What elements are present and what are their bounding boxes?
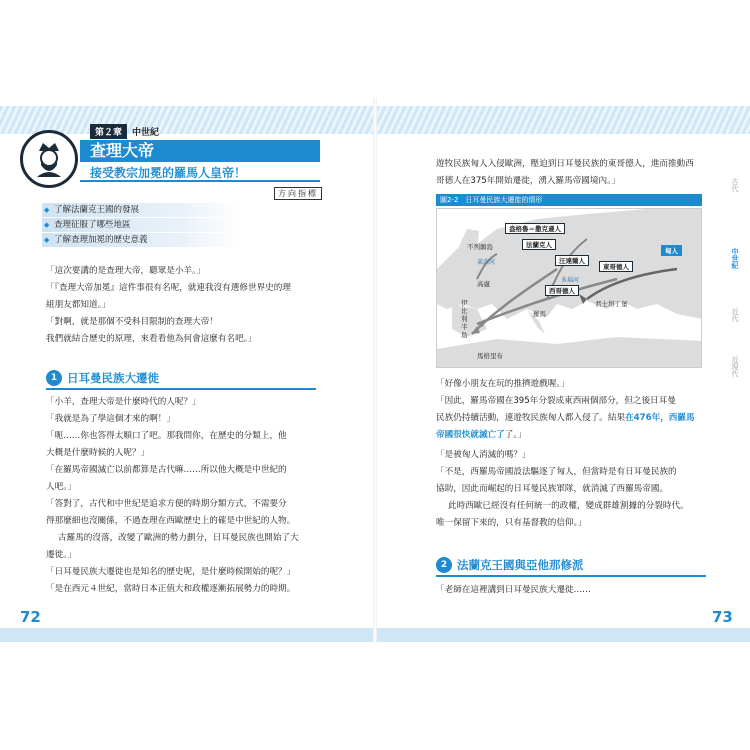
guide-item: ◆ 了解法蘭克王國的發展 bbox=[42, 203, 242, 217]
body-line: 「好像小朋友在玩的推擠遊戲喔。」 bbox=[436, 379, 570, 389]
body-line: 此時西歐已經沒有任何統一的政權，變成群雄割據的分裂時代。 bbox=[448, 501, 689, 511]
body-line: 「呃……你也答得太順口了吧。那我問你，在歷史的分類上，他 bbox=[46, 431, 287, 441]
guide-item: ◆ 查理征服了哪些地區 bbox=[42, 218, 242, 232]
body-line bbox=[436, 429, 526, 442]
page-subtitle: 接受教宗加冕的羅馬人皇帝！ bbox=[80, 164, 320, 182]
body-line: 遊牧民族匈人入侵歐洲，壓迫到日耳曼民族的東哥德人，進而推動西 bbox=[436, 159, 694, 169]
body-line: 哥德人在375年開始遷徙，湧入羅馬帝國境內。」 bbox=[436, 176, 620, 186]
intro-line: 「這次要講的是查理大帝，聽眾是小羊。」 bbox=[46, 266, 205, 276]
book-spine bbox=[373, 98, 377, 643]
body-line: 「答對了，古代和中世紀是追求方便的時期分類方式，不需要分 bbox=[46, 499, 287, 509]
map-label-constantinople: 君士坦丁堡 bbox=[595, 300, 628, 308]
body-line: 「因此，羅馬帝國在395年分裂成東西兩個部分，但之後日耳曼 bbox=[436, 396, 676, 406]
map-box-visigoths: 西哥德人 bbox=[545, 285, 579, 296]
map-box-anglo-saxons: 盎格魯＝撒克遜人 bbox=[505, 223, 565, 234]
intro-line: 我們就結合歷史的原理，來看看他為何會這麼有名吧。」 bbox=[46, 334, 257, 344]
map-box-ostrogoths: 東哥德人 bbox=[599, 261, 633, 272]
page-number-right: 73 bbox=[712, 608, 733, 626]
body-text: 了。」 bbox=[504, 430, 527, 440]
body-line: 古羅馬的沒落，改變了歐洲的勢力劃分，日耳曼民族也開始了大 bbox=[58, 533, 299, 543]
body-line: 「小羊，查理大帝是什麼時代的人呢？」 bbox=[46, 397, 201, 407]
body-line: 「日耳曼民族大遷徙也是知名的歷史呢，是什麼時候開始的呢？」 bbox=[46, 567, 296, 577]
body-line: 唯一保留下來的，只有基督教的信仰。」 bbox=[436, 518, 587, 528]
body-line: 「老師在這裡講到日耳曼民族大遷徙…… bbox=[436, 585, 591, 595]
bottom-stripe-right bbox=[377, 628, 750, 642]
section-title: 法蘭克王國與亞他那修派 bbox=[457, 558, 584, 572]
section-divider bbox=[46, 388, 316, 390]
body-line: 協助，因此而崛起的日耳曼民族軍隊，就消滅了西羅馬帝國。 bbox=[436, 484, 669, 494]
section-divider bbox=[436, 575, 706, 577]
section-number-badge: 1 bbox=[46, 370, 62, 386]
side-tab-modern: 近現代 bbox=[731, 356, 739, 377]
body-line: 「我就是為了學這個才來的啊！」 bbox=[46, 414, 175, 424]
map-box-huns: 匈人 bbox=[661, 245, 682, 256]
map-label-britain: 不列顛島 bbox=[467, 243, 493, 251]
side-tab-early-modern: 近代 bbox=[731, 308, 739, 322]
body-line: 「不是，西羅馬帝國設法驅逐了匈人，但當時是有日耳曼民族的 bbox=[436, 467, 677, 477]
body-line: 「是被匈人消滅的嗎？」 bbox=[436, 450, 531, 460]
book-spread bbox=[0, 98, 750, 643]
top-stripe-right bbox=[377, 106, 750, 134]
section-heading-2 bbox=[436, 556, 584, 574]
page-title: 查理大帝 bbox=[80, 140, 320, 162]
highlight-text: 帝國很快就滅亡了 bbox=[436, 430, 505, 440]
body-text: 民族仍持續活動，連遊牧民族匈人都入侵了。結果 bbox=[436, 413, 626, 423]
map-box-vandals: 汪達爾人 bbox=[555, 255, 589, 266]
migration-map bbox=[436, 208, 702, 368]
intro-line: 組朋友都知道。」 bbox=[46, 300, 111, 310]
body-line: 「在羅馬帝國滅亡以前都算是古代嘛……所以他大概是中世紀的 bbox=[46, 465, 287, 475]
map-label-rhine: 萊茵河 bbox=[477, 259, 496, 266]
figure-caption: 圖2-2 日耳曼民族大遷徙的情形 bbox=[436, 194, 702, 206]
body-line: 人吧。」 bbox=[46, 482, 77, 492]
guide-label: 方向指標 bbox=[274, 187, 322, 200]
chapter-number: 第２章 bbox=[90, 124, 127, 139]
map-label-rome: 羅馬 bbox=[533, 310, 546, 318]
section-title: 日耳曼民族大遷徙 bbox=[67, 371, 159, 385]
section-heading-1 bbox=[46, 369, 159, 387]
body-line: 得那麼細也沒關係，不過查理在西歐歷史上的確是中世紀的人物。 bbox=[46, 516, 296, 526]
body-line: 大概是什麼時候的人呢？」 bbox=[46, 448, 150, 458]
chapter-tag bbox=[90, 124, 164, 138]
page-number-left: 72 bbox=[20, 608, 41, 626]
charlemagne-portrait-icon bbox=[20, 130, 78, 188]
map-label-maghreb: 馬格里布 bbox=[477, 352, 503, 360]
intro-line: 「對啊，就是那個不受科目限制的查理大帝！ bbox=[46, 317, 218, 327]
body-line: 遷徙。」 bbox=[46, 550, 77, 560]
chapter-name: 中世紀 bbox=[132, 127, 160, 138]
side-tab-ancient: 古代 bbox=[731, 178, 739, 192]
body-line: 「是在西元４世紀，當時日本正值大和政權逐漸拓展勢力的時期。 bbox=[46, 584, 296, 594]
section-number-badge: 2 bbox=[436, 557, 452, 573]
top-stripe-left bbox=[0, 106, 373, 134]
bottom-stripe-left bbox=[0, 628, 373, 642]
map-label-danube: 多瑙河 bbox=[561, 277, 580, 284]
body-line bbox=[436, 412, 695, 425]
highlight-text: 在476年，西羅馬 bbox=[625, 413, 695, 423]
map-label-iberia: 伊比利半島 bbox=[461, 299, 468, 339]
side-tab-medieval: 中世紀 bbox=[731, 248, 739, 269]
guide-box bbox=[42, 189, 322, 251]
intro-line: 「『查理大帝加冕』這件事很有名呢，就連我沒有選修世界史的理 bbox=[46, 283, 291, 293]
map-label-gaul: 高盧 bbox=[477, 280, 490, 288]
guide-item: ◆ 了解查理加冕的歷史意義 bbox=[42, 233, 242, 247]
map-box-franks: 法蘭克人 bbox=[522, 239, 556, 250]
